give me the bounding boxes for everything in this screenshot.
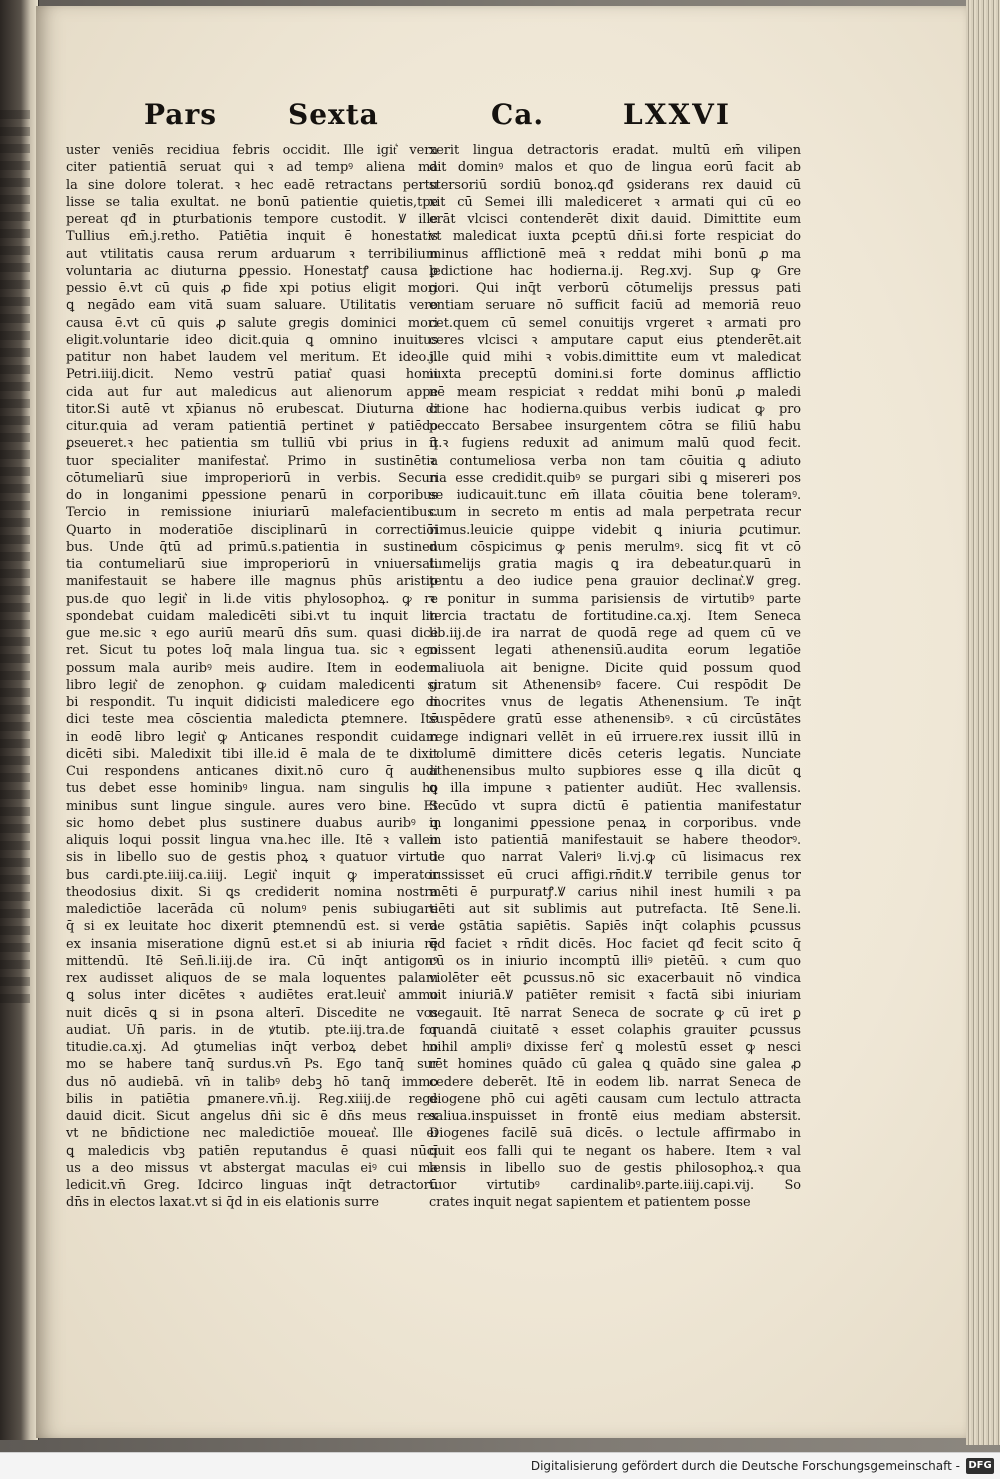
text-line: bilis in patiētia ꝑmanere.vn̄.ij. Reg.xiiij.de rege (66, 1091, 438, 1107)
text-line: uster veniēs recidiua febris occidit. Ille igit͛ vera (66, 143, 438, 158)
text-line: iuxta preceptū domini.si forte dominus afflictio (429, 367, 801, 383)
text-line: tumelijs gratia magis ꝗ ira debeatur.quarū in (429, 557, 801, 572)
text-line: cet.quem cū semel conuitijs vrgeret ꝛ armati pro (429, 315, 801, 331)
text-line: manifestauit se habere ille magnus phūs aristip (66, 574, 438, 590)
text-line: sis in libello suo de gestis phoꝝ ꝛ quatuor virtuti (66, 850, 438, 866)
running-head-chapter-label: Ca. (491, 98, 545, 131)
text-line: Petri.iiij.dicit. Nemo vestrū patiat͛ quasi homi (66, 367, 438, 383)
text-line: titudie.ca.xj. Ad ꝯtumelias inq̄t verboꝝ debet ho (66, 1040, 438, 1055)
text-line: patitur non habet laudem vel meritum. Et ideo.j. (66, 350, 438, 365)
text-line: columē dimittere dicēs ceteris legatis. Nunciate (429, 746, 801, 762)
digitization-footer (0, 1452, 1000, 1479)
text-line: nissent legati athenensiū.audita eorum legatiōe (429, 643, 801, 659)
text-line: tus debet esse hominibꝰ lingua. nam singulis ho (66, 781, 438, 797)
text-line: Secūdo vt supra dictū ē patientia manifestatur (429, 798, 801, 814)
text-line: la sine dolore tolerat. ꝛ hec eadē retractans pertu (66, 177, 438, 193)
text-line: ille quid mihi ꝛ vobis.dimittite eum vt maledicat (429, 350, 801, 365)
text-line: dus nō audiebā. vn̄ in talibꝰ debꝫ hō tanq̄ immo (66, 1074, 438, 1090)
running-head-sexta: Sexta (288, 98, 379, 131)
text-line: it.ꝛ fugiens reduxit ad animum malū quod fecit. (429, 436, 801, 452)
text-line: us a deo missus vt abstergat maculas eiꝰ cui ma (66, 1160, 438, 1176)
text-line: lib.iij.de ira narrat de quodā rege ad quem cū ve (429, 626, 801, 641)
text-line: ctione hac hodierna.quibus verbis iudicat ꝙ pro (429, 401, 801, 417)
text-line: nihil ampliꝰ dixisse fert͛ ꝗ molestū esset ꝙ nesci (429, 1040, 801, 1055)
text-line: Tercio in remissione iniuriarū malefacientibus. (66, 505, 438, 521)
running-head-part: Pars (144, 98, 217, 131)
page-edge-stack (966, 0, 1000, 1445)
text-line: ret. Sicut tu potes loq̄ mala lingua tua. sic ꝛ ego (66, 643, 438, 659)
text-line: do in longanimi ꝑpessione penarū in corporibus (66, 488, 438, 503)
text-line: q̄d faciet ꝛ rn̄dit dicēs. Hoc faciet qđ fecit scito q̄ (429, 936, 801, 952)
text-line: uit iniuriā.Ꝟ patiēter remisit ꝛ factā sibi iniuriam (429, 988, 801, 1004)
text-line: dum cōspicimus ꝙ penis merulmꝰ. sicꝗ fit vt cō (429, 539, 801, 555)
text-line: bus. Unde q̄tū ad primū.s.patientia in sustinen (66, 539, 438, 555)
text-line: in eodē libro legit͛ ꝙ Anticanes respondit cuidam (66, 729, 438, 745)
text-line: gratum sit Athenensibꝰ facere. Cui respōdit De (429, 677, 801, 693)
text-line: ꝗ negādo eam vitā suam saluare. Utilitatis vero (66, 298, 438, 314)
text-line: minus afflictionē meā ꝛ reddat mihi bonū ꝓ ma (429, 246, 801, 262)
text-line: peccato Bersabee insurgentem cōtra se filiū habu (429, 419, 801, 434)
text-line: xit cū Semei illi malediceret ꝛ armati qui cū eo (429, 194, 801, 210)
text-line: entiam seruare nō sufficit faciū ad memoriā reuo (429, 298, 801, 314)
text-line: tentu a deo iudice pena grauior declinat͛.Ꝟ greg. (429, 574, 801, 590)
text-line: lisse se talia exultat. ne bonū patientie quietis,tpe (66, 194, 438, 210)
text-line: saliua.inspuisset in frontē eius mediam abstersit. (429, 1109, 801, 1124)
text-line: ex insania miseratione dignū est.et si ab iniuria rē (66, 936, 438, 952)
text-line: citer patientiā seruat qui ꝛ ad tempꝰ aliena ma (66, 160, 438, 176)
text-line: crates inquit negat sapientem et patientem posse (429, 1195, 751, 1211)
running-head (36, 98, 970, 138)
text-line: aliquis loqui possit lingua vna.hec ille. Itē ꝛ vallen (66, 833, 438, 848)
text-line: dicēti sibi. Maledixit tibi ille.id ē mala de te dixit (66, 746, 438, 762)
text-column-left (66, 142, 438, 1212)
text-line: mittendū. Itē Sen̄.li.iij.de ira. Cū inq̄t antigonꝰ (66, 953, 438, 969)
text-line: audiat. Un̄ paris. in de ꝟtutib. pte.iij.tra.de for (66, 1022, 438, 1038)
text-line: ꝛ contumeliosa verba non tam cōuitia ꝗ adiuto (429, 453, 801, 469)
text-line: ꝑseueret.ꝛ hec patientia sm tulliū vbi prius in q̄ (66, 436, 438, 452)
text-line: tercia tractatu de fortitudine.ca.xj. Item Seneca (429, 608, 801, 624)
text-line: eligit.voluntarie ideo dicit.quia ꝗ omnino inuitus (66, 332, 438, 348)
text-line: negauit. Itē narrat Seneca de socrate ꝙ cū iret ꝑ (429, 1005, 801, 1021)
text-line: maliuola ait benigne. Dicite quid possum quod (429, 660, 801, 676)
text-line: pessio ē.vt cū quis ꝓ fide xpi potius eligit mori (66, 281, 438, 296)
text-line: citur.quia ad veram patientiā pertinet ꝟ patiēdo (66, 419, 438, 434)
text-line: gue me.sic ꝛ ego auriū mearū dn̄s sum. quasi dice (66, 626, 438, 641)
text-line: mocrites vnus de legatis Athenensium. Te inq̄t (429, 695, 801, 710)
text-line: dn̄s in electos laxat.vt si q̄d in eis elationis surre (66, 1195, 379, 1211)
text-line: voluntaria ac diuturna ꝑpessio. Honestatꝭ causa ꝑ (66, 263, 438, 279)
text-line: minibus sunt lingue singule. aures vero bine. Et (66, 798, 438, 814)
text-line: cū os in iniurio incomptū illiꝰ pietēū. ꝛ cum quo (429, 953, 801, 969)
text-line: tuor virtutibꝰ cardinalibꝰ.parte.iiij.capi.vij. So (429, 1178, 801, 1193)
text-line: rēt homines quādo cū galea ꝗ quādo sine galea ꝓ (429, 1057, 801, 1073)
text-line: causa ē.vt cū quis ꝓ salute gregis dominici mori (66, 315, 438, 331)
text-line: nuit dicēs ꝗ si in ꝑsona alterī. Discedite ne vos (66, 1005, 438, 1021)
text-line: rimus.leuicie quippe videbit ꝗ iniuria ꝑcutimur. (429, 522, 801, 538)
text-line: in longanimi ꝑpessione penaꝝ in corporibus. vnde (429, 815, 801, 831)
text-column-right (429, 142, 801, 1212)
text-line: mēti ē purpuratꝭ.Ꝟ carius nihil inest humili ꝛ pa (429, 884, 801, 900)
text-line: ceres vlcisci ꝛ amputare caput eius ꝑtenderēt.ait (429, 332, 801, 348)
text-line: de quo narrat Valeriꝰ li.vj.ꝙ cū lisimacus rex (429, 850, 801, 866)
text-line: violēter eēt ꝑcussus.nō sic exacerbauit nō vindica (429, 971, 801, 986)
text-line: tiēti aut sit sublimis aut putrefacta. Itē Sene.li. (429, 902, 801, 917)
facing-page-edge (0, 0, 39, 1440)
text-line: maledictiōe lacerāda cū nolumꝰ penis subiugare (66, 902, 438, 917)
text-line: ledictione hac hodierna.ij. Reg.xvj. Sup ꝙ Gre (429, 263, 801, 279)
text-line: bus cardi.pte.iiij.ca.iiij. Legit͛ inquit ꝙ imperator (66, 867, 438, 883)
text-line: stersoriū sordiū bonoꝝ.qđ ꝯsiderans rex dauid cū (429, 177, 801, 193)
text-line: mo se habere tanq̄ surdus.vn̄ Ps. Ego tanq̄ sur (66, 1057, 438, 1073)
text-line: athenensibus multo supbiores esse ꝗ illa dicūt ꝗ (429, 764, 801, 779)
text-line: cum in secreto m entis ad mala perpetrata recur (429, 505, 801, 521)
text-line: dauid dicit. Sicut angelus dn̄i sic ē dn̄s meus rex (66, 1109, 438, 1124)
text-line: ledicit.vn̄ Greg. Idcirco linguas inq̄t detractorū (66, 1178, 438, 1193)
running-head-chapter-number: LXXVI (623, 98, 731, 131)
text-line: Diogenes facilē suā dicēs. o lectule affirmabo in (429, 1126, 801, 1142)
text-line: de ꝯstātia sapiētis. Sapiēs inq̄t colaphis ꝑcussus (429, 919, 801, 935)
text-line: Tullius em̄.j.retho. Patiētia inquit ē honestatis (66, 229, 438, 245)
text-line: xerit lingua detractoris eradat. multū em̄ vilipen (429, 143, 801, 158)
text-line: ꝗ maledicis vbꝫ patiēn reputandus ē quasi nūcī (66, 1143, 438, 1159)
funding-credit: Digitalisierung gefördert durch die Deutsche Forschungsgemeinschaft - (530, 1459, 960, 1473)
text-line: tia contumeliarū siue improperiorū in vniuersali (66, 557, 438, 572)
text-line: dit dominꝰ malos et quo de lingua eorū facit ab (429, 160, 801, 176)
text-line: tuor specialiter manifestat͛. Primo in sustinētia (66, 453, 438, 469)
text-line: rege indignari vellēt in eū irruere.rex iussit illū in (429, 729, 801, 745)
text-line: gori. Qui inq̄t verborū cōtumelijs pressus pati (429, 281, 801, 296)
text-line: bi respondit. Tu inquit didicisti maledicere ego di (66, 695, 438, 710)
text-line: iussisset eū cruci affigi.rn̄dit.Ꝟ terribile genus tor (429, 867, 801, 883)
facing-page-text-block (0, 110, 30, 1010)
text-line: Cui respondens anticanes dixit.nō curo q̄ audi (66, 764, 438, 779)
text-line: vt maledicat iuxta ꝑceptū dn̄i.si forte respiciat do (429, 229, 801, 245)
text-line: q̄ si ex leuitate hoc dixerit ꝑtemnendū est. si vera (66, 919, 438, 935)
text-line: cōtumeliarū siue improperiorū in verbis. Secun (66, 470, 438, 486)
text-line: in isto patientiā manifestauit se habere theodorꝰ. (429, 833, 801, 848)
text-line: dici teste mea cōscientia maledicta ꝑtemnere. Itē (66, 712, 438, 728)
dfg-logo: DFG (966, 1458, 994, 1474)
text-line: diogene phō cui agēti causam cum lectulo attracta (429, 1091, 801, 1107)
text-line: ria esse credidit.quibꝰ se purgari sibi ꝗ misereri pos (429, 470, 801, 486)
text-line: spondebat cuidam maledicēti sibi.vt tu inquit lin (66, 608, 438, 624)
text-line: se iudicauit.tunc em̄ illata cōuitia bene toleramꝰ. (429, 488, 801, 503)
text-line: rex audisset aliquos de se mala loquentes palam (66, 971, 438, 986)
text-line: possum mala auribꝰ meis audire. Item in eodem (66, 660, 438, 676)
text-line: erāt vlcisci contenderēt dixit dauid. Dimittite eum (429, 212, 801, 227)
text-line: libro legit͛ de zenophon. ꝙ cuidam maledicenti si (66, 677, 438, 693)
text-line: cedere deberēt. Itē in eodem lib. narrat Seneca de (429, 1074, 801, 1090)
text-line: pus.de quo legit͛ in li.de vitis phylosophoꝝ. ꝙ re (66, 591, 438, 607)
text-line: ꝗ solus inter dicētes ꝛ audiētes erat.leuit͛ ammo (66, 988, 438, 1004)
book-page (36, 6, 971, 1438)
text-line: lensis in libello suo de gestis philosophoꝝ.ꝛ qua (429, 1160, 801, 1176)
text-line: ꝛ ponitur in summa parisiensis de virtutibꝰ parte (429, 591, 801, 607)
text-line: quit eos falli qui te negant os habere. Item ꝛ val (429, 1143, 801, 1159)
text-line: Quarto in moderatiōe disciplinarū in correctiōi (66, 522, 438, 538)
text-line: cida aut fur aut maledicus aut alienorum appe (66, 384, 438, 400)
text-line: ꝗ illa impune ꝛ patienter audiūt. Hec ꝛvallensis. (429, 781, 801, 797)
text-line: pereat qđ in ꝑturbationis tempore custodit. Ꝟ ille (66, 212, 438, 227)
text-line: vt ne bn̄dictione nec maledictiōe moueat͛. Ille ei (66, 1126, 438, 1142)
text-line: suspēdere gratū esse athenensibꝰ. ꝛ cū circūstātes (429, 712, 801, 728)
text-line: theodosius dixit. Si ꝗs crediderit nomina nostra (66, 884, 438, 900)
text-line: sic homo debet plus sustinere duabus auribꝰ ꝗ (66, 815, 438, 831)
text-line: aut vtilitatis causa rerum arduarum ꝛ terribilium (66, 246, 438, 262)
text-line: nē meam respiciat ꝛ reddat mihi bonū ꝓ maledi (429, 384, 801, 400)
text-line: titor.Si autē vt xp̄ianus nō erubescat. Diuturna di (66, 401, 438, 417)
text-line: quandā ciuitatē ꝛ esset colaphis grauiter ꝑcussus (429, 1022, 801, 1038)
